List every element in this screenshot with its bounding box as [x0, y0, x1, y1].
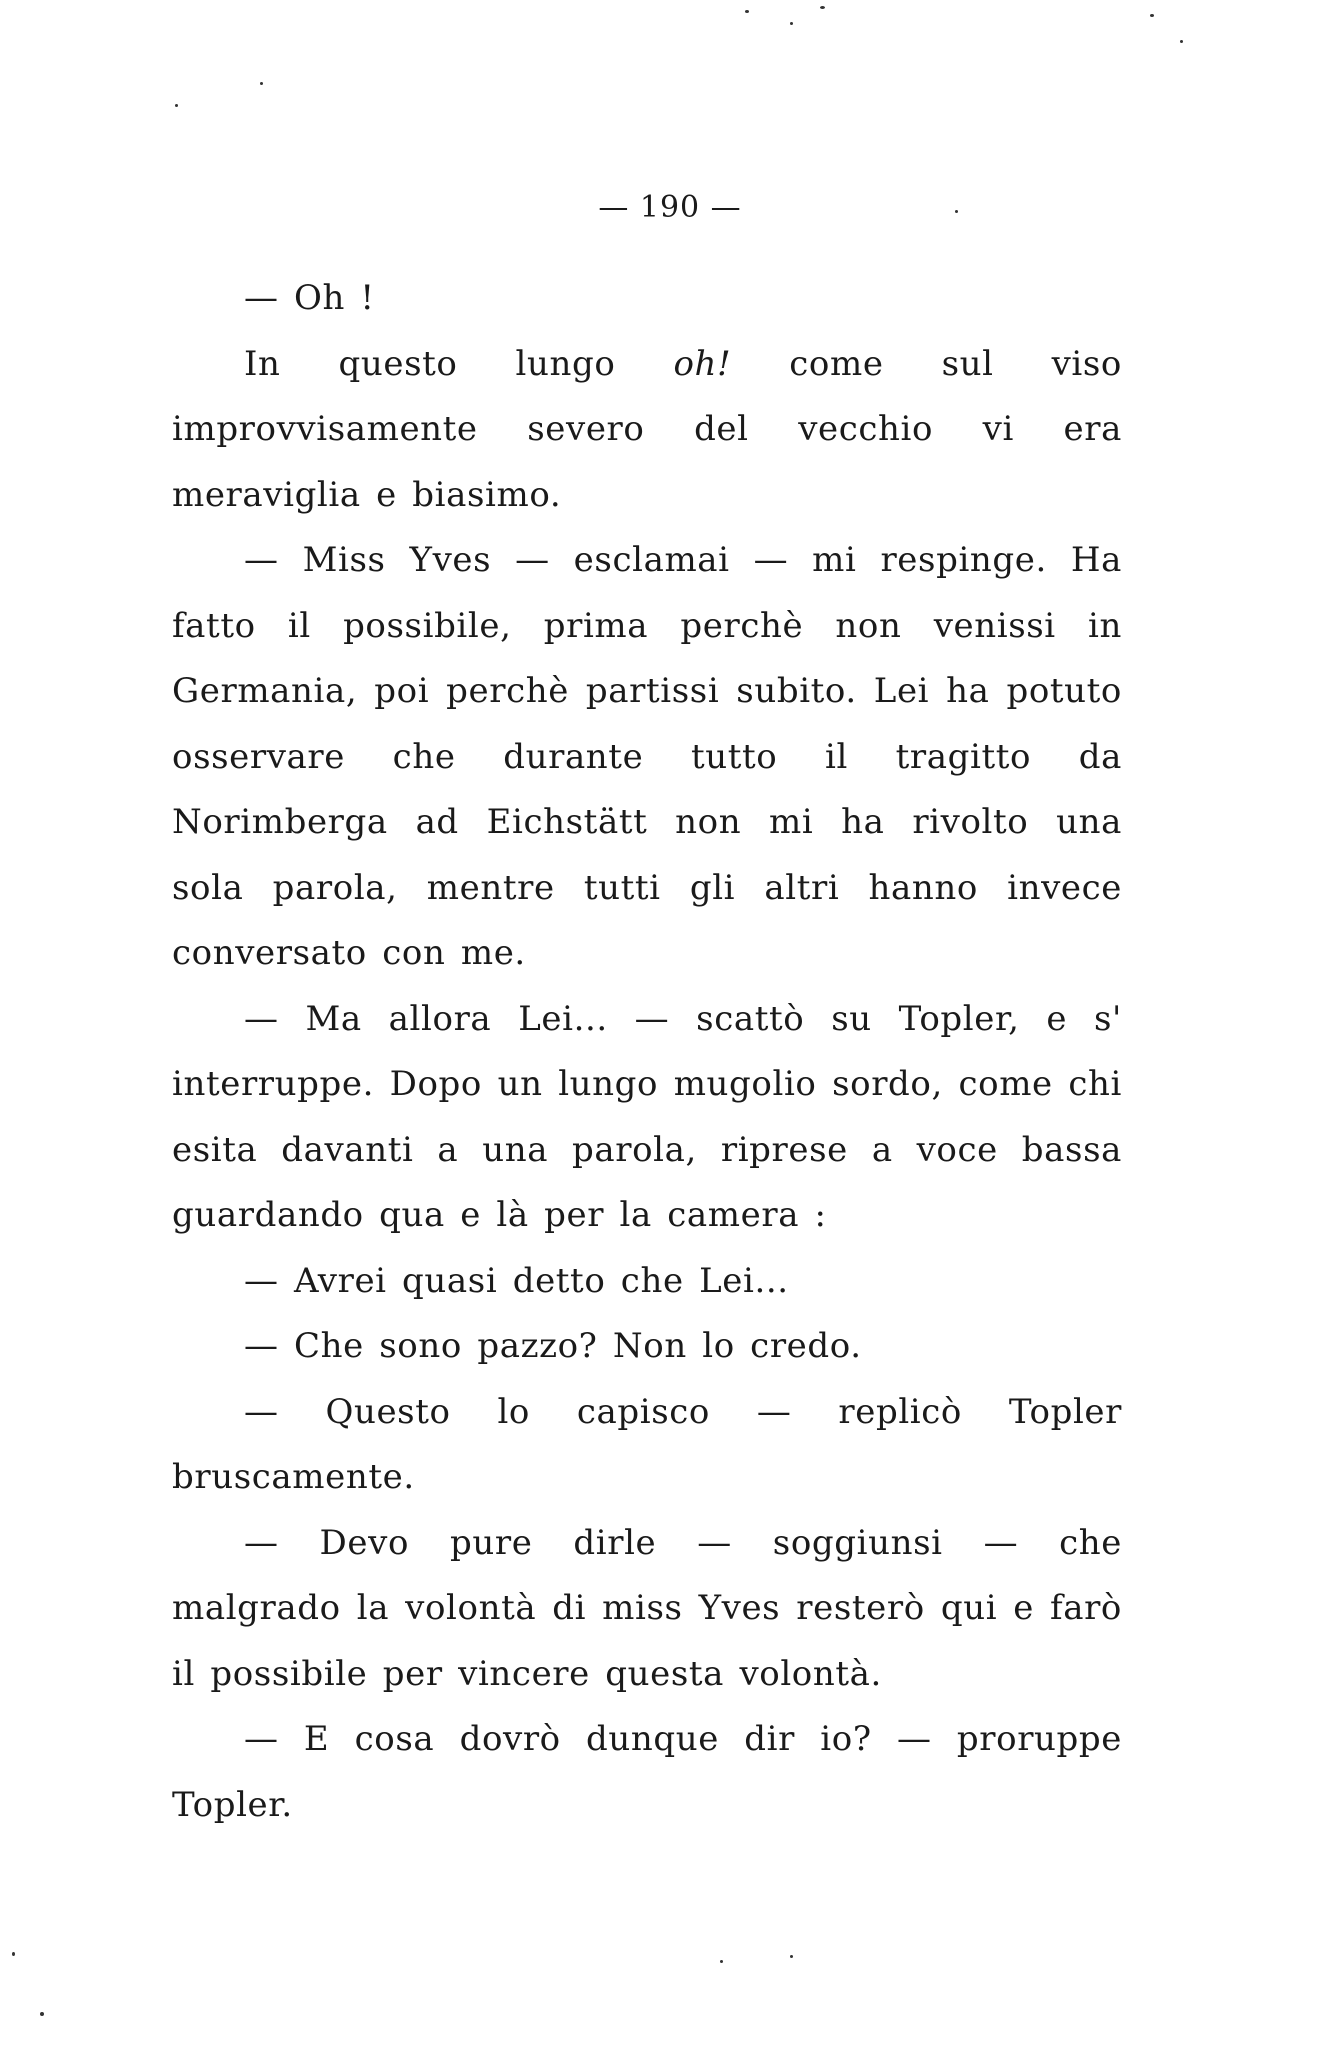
paragraph-text: — Miss Yves — esclamai — mi respinge. Ha fatto il possibile, prima perchè non venissi in Germania, poi perchè partissi subito. Lei ha potuto osservare che durante tutto il tragitto da Norimberga ad Eichstätt non mi ha rivolto una sola parola, mentre tutti gli altri hanno invece conversato con me.: [172, 540, 1122, 973]
italic-interjection: oh!: [673, 343, 732, 384]
scan-speck: [820, 6, 825, 9]
scan-speck: [790, 1955, 793, 1958]
scan-speck: [1180, 40, 1183, 43]
body-text: [172, 266, 1122, 1838]
scan-speck: [745, 10, 749, 13]
paragraph: [172, 1511, 1122, 1708]
paragraph: [172, 987, 1122, 1249]
page-number: — 190 —: [598, 190, 742, 225]
paragraph-text: — Oh !: [244, 278, 375, 318]
scan-speck: [955, 210, 958, 213]
paragraph-text: — Devo pure dirle — soggiunsi — che malgrado la volontà di miss Yves resterò qui e farò il possibile per vincere questa volontà.: [172, 1522, 1122, 1694]
paragraph: [172, 1314, 1122, 1380]
paragraph-text: In questo lungo: [244, 343, 674, 384]
scan-speck: [790, 22, 793, 25]
scan-speck: [40, 2012, 44, 2016]
scan-speck: [1150, 14, 1154, 17]
scan-speck: [720, 1960, 723, 1963]
paragraph-text: — Questo lo capisco — replicò Topler bruscamente.: [172, 1391, 1122, 1497]
paragraph-text: come sul viso improvvisamente severo del vecchio vi era meraviglia e biasimo.: [172, 343, 1123, 515]
scan-speck: [175, 104, 178, 107]
paragraph-text: — Che sono pazzo? Non lo credo.: [244, 1326, 862, 1366]
paragraph-text: — E cosa dovrò dunque dir io? — proruppe Topler.: [172, 1719, 1122, 1825]
scan-speck: [260, 82, 263, 85]
paragraph-text: — Ma allora Lei... — scattò su Topler, e s' interruppe. Dopo un lungo mugolio sordo, come chi esita davanti a una parola, riprese a voce bassa guardando qua e là per la camera :: [172, 998, 1122, 1235]
scan-speck: [12, 1952, 15, 1956]
paragraph: [172, 1380, 1122, 1511]
paragraph: [172, 1707, 1122, 1838]
paragraph: [172, 332, 1122, 529]
paragraph-text: — Avrei quasi detto che Lei...: [244, 1260, 789, 1301]
paragraph: [172, 528, 1122, 987]
paragraph: [172, 1249, 1122, 1315]
paragraph: [172, 266, 1122, 332]
